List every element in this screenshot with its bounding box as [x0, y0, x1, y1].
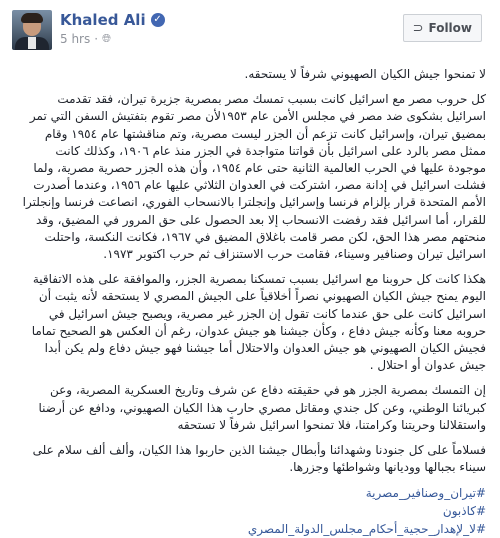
hashtag-link[interactable]: #لا_لإهدار_حجية_أحكام_مجلس_الدولة_المصري: [247, 522, 486, 537]
post-header: [10, 8, 490, 54]
post-paragraph: فسلاماً على كل جنودنا وشهدائنا وأبطال جيشنا الذين حاربوا هذا الكيان، وألف ألف سلام على سيناء بجبالها ووديانها وشواطئها وجزرها.: [32, 443, 486, 475]
globe-icon: 🌐︎: [102, 32, 111, 45]
author-name-row: [60, 11, 165, 29]
hashtag-link[interactable]: #تيران_وصنافير_مصرية: [365, 486, 486, 501]
rss-icon: ⊃: [412, 20, 424, 36]
post-timestamp[interactable]: 5 hrs: [60, 32, 91, 46]
post-paragraph: إن التمسك بمصرية الجزر هو في حقيقته دفاع عن شرف وتاريخ العسكرية المصرية، وعن كبريائنا الوطني، وعن كل جندي ومقاتل مصري حارب هذا الكيان الصهيوني، ودافع عن أرضنا واستقلالنا وحريتنا وكرامتنا، فلا تمنحوا اسرائيل شرفاً لا تستحقه: [38, 383, 486, 432]
post-paragraph: كل حروب مصر مع اسرائيل كانت بسبب تمسك مصر بمصرية جزيرة تيران، فقد تقدمت اسرائيل بشكوى ضد مصر في مجلس الأمن عام ١٩٥٣لأن مصر تقوم بتفتيش السفن التي تمر بمضيق تيران، وإسرائيل كانت تزعم أن الجزر ليست مصرية، وتم مناقشتها عام ١٩٥٤ وقام ممثل مصر بالرد على اسرائيل بأن قواتنا متواجدة في الجزر منذ عام ١٩٠٦، وكذلك كانت موجودة عليها في الحرب العالمية الثانية حتى عام ١٩٥٤، وأن هذه الجزر حصرية مصرية، ولما فشلت اسرائيل في إدانة مصر، اشتركت في العدوان الثلاثي عليها عام ١٩٥٦، وعندما أصدرت الأمم المتحدة قرار بإلزام فرنسا وإسرائيل وإنجلترا بالانسحاب الفوري، انصاعت فرنسا وإنجلترا للقرار، أما اسرائيل فقد رفضت الانسحاب إلا بعد الحصول على حق المرور في المضيق، وقد منحتهم مصر هذا الحق، لكن مصر قامت باغلاق المضيق في ١٩٦٧، فكانت النكسة، واحتلت اسرائيل تيران وصنافير وسيناء، فقامت حرب الاستنزاف ثم حرب اكتوبر ١٩٧٣.: [22, 92, 486, 262]
post-body: [10, 66, 490, 538]
author-name[interactable]: Khaled Ali: [60, 11, 146, 29]
post-paragraph: لا تمنحوا جيش الكيان الصهيوني شرفاً لا يستحقه.: [244, 67, 486, 81]
hashtag-list: [16, 484, 486, 538]
follow-button[interactable]: [403, 14, 482, 42]
hashtag-link[interactable]: #كاذبون: [442, 504, 486, 519]
verified-badge-icon: ✓: [151, 13, 165, 27]
post-paragraph: هكذا كانت كل حروبنا مع اسرائيل بسبب تمسكنا بمصرية الجزر، والموافقة على هذه الاتفاقية اليوم يمنح جيش الكيان الصهيوني نصراً أخلاقياً على الجيش المصري لا يستحقه لأنه يثبت أن اسرائيل كانت على حق عندما كانت تقول إن الجزر غير مصرية، ويصبح جيش اسرائيل في حروبه معنا وكأنه جيش دفاع ، وكأن جيشنا هو جيش عدوان، رغم أن العكس هو الصحيح تماما فجيش الكيان الصهيوني هو جيش العدوان والاحتلال أما جيشنا فهو جيش دفاع ولم يكن أبدا جيش عدوان أو احتلال .: [31, 272, 486, 373]
post-meta: 5 hrs · 🌐︎: [60, 32, 111, 46]
author-avatar[interactable]: [12, 10, 52, 50]
follow-label: Follow: [428, 21, 472, 35]
